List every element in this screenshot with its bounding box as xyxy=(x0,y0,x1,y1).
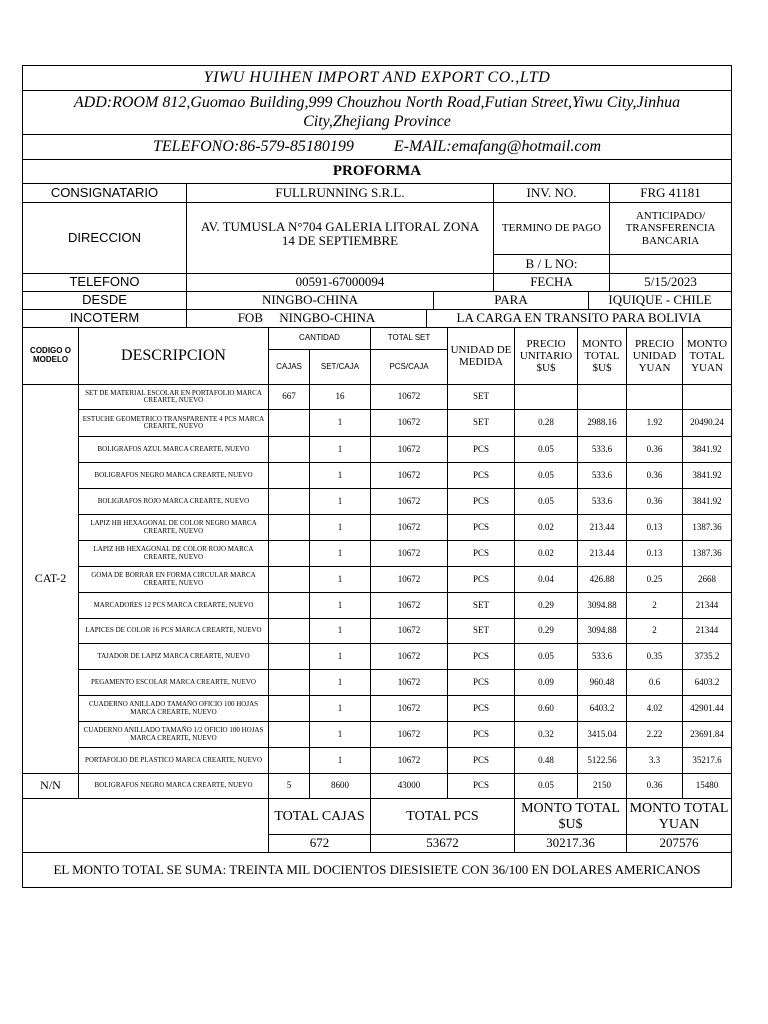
item-pcs-caja: 10672 xyxy=(370,409,447,436)
item-unidad: SET xyxy=(447,384,514,409)
item-unidad: PCS xyxy=(447,462,514,488)
item-unidad: PCS xyxy=(447,540,514,566)
table-row xyxy=(78,488,732,514)
total-pcs-label: TOTAL PCS xyxy=(370,798,514,834)
item-desc: PEGAMENTO ESCOLAR MARCA CREARTE, NUEVO xyxy=(78,669,268,695)
item-desc: BOLIGRAFOS ROJO MARCA CREARTE, NUEVO xyxy=(78,488,268,514)
item-pcs-caja: 10672 xyxy=(370,488,447,514)
item-precio-usd xyxy=(514,384,577,409)
item-monto-yuan: 15480 xyxy=(682,773,732,798)
item-pcs-caja: 10672 xyxy=(370,747,447,773)
item-pcs-caja: 10672 xyxy=(370,592,447,618)
item-precio-usd: 0.32 xyxy=(514,721,577,747)
consignatario-value: FULLRUNNING S.R.L. xyxy=(186,183,493,202)
item-monto-yuan: 21344 xyxy=(682,592,732,618)
doc-title: PROFORMA xyxy=(22,159,732,183)
incoterm-value: FOB NINGBO-CHINA xyxy=(186,309,426,327)
monto-usd-label: MONTO TOTAL $U$ xyxy=(514,798,626,834)
inv-label: INV. NO. xyxy=(493,183,609,202)
item-monto-usd: 533.6 xyxy=(577,436,626,462)
item-precio-yuan: 0.36 xyxy=(626,773,682,798)
item-unidad: SET xyxy=(447,618,514,643)
table-row xyxy=(78,669,732,695)
total-cajas-label: TOTAL CAJAS xyxy=(268,798,370,834)
item-set-caja: 1 xyxy=(309,436,370,462)
item-desc: LAPIZ HB HEXAGONAL DE COLOR ROJO MARCA CREARTE, NUEVO xyxy=(78,540,268,566)
item-unidad: PCS xyxy=(447,747,514,773)
table-header xyxy=(22,327,732,384)
item-pcs-caja: 10672 xyxy=(370,384,447,409)
fecha-label: FECHA xyxy=(493,273,609,291)
item-precio-usd: 0.29 xyxy=(514,618,577,643)
fecha-value: 5/15/2023 xyxy=(609,273,732,291)
item-precio-yuan xyxy=(626,384,682,409)
item-precio-usd: 0.05 xyxy=(514,436,577,462)
th-codigo: CODIGO O MODELO xyxy=(22,327,78,384)
item-desc: BOLIGRAFOS AZUL MARCA CREARTE, NUEVO xyxy=(78,436,268,462)
item-set-caja: 1 xyxy=(309,618,370,643)
item-precio-yuan: 0.35 xyxy=(626,643,682,669)
item-desc: CUADERNO ANILLADO TAMAÑO 1/2 OFICIO 100 HOJAS MARCA CREARTE, NUEVO xyxy=(78,721,268,747)
table-row xyxy=(78,540,732,566)
item-precio-usd: 0.05 xyxy=(514,643,577,669)
item-pcs-caja: 10672 xyxy=(370,618,447,643)
item-precio-yuan: 0.13 xyxy=(626,514,682,540)
th-cajas: CAJAS xyxy=(268,349,309,384)
item-monto-usd: 213.44 xyxy=(577,514,626,540)
item-pcs-caja: 10672 xyxy=(370,695,447,721)
company-email: E-MAIL:emafang@hotmail.com xyxy=(393,138,601,156)
th-pcs-caja: PCS/CAJA xyxy=(370,349,447,384)
th-precio-usd: PRECIO UNITARIO $U$ xyxy=(514,327,577,384)
item-set-caja: 1 xyxy=(309,566,370,592)
item-set-caja: 1 xyxy=(309,643,370,669)
table-row xyxy=(78,592,732,618)
item-pcs-caja: 10672 xyxy=(370,566,447,592)
item-set-caja: 1 xyxy=(309,592,370,618)
item-monto-usd: 533.6 xyxy=(577,488,626,514)
item-set-caja: 1 xyxy=(309,409,370,436)
item-pcs-caja: 10672 xyxy=(370,721,447,747)
th-total-set: TOTAL SET xyxy=(370,327,447,349)
item-desc: ESTUCHE GEOMETRICO TRANSPARENTE 4 PCS MARCA CREARTE, NUEVO xyxy=(78,409,268,436)
item-unidad: PCS xyxy=(447,488,514,514)
item-cajas xyxy=(268,669,309,695)
termino-label: TERMINO DE PAGO xyxy=(493,202,609,254)
item-cajas xyxy=(268,540,309,566)
item-cajas: 667 xyxy=(268,384,309,409)
item-precio-yuan: 0.36 xyxy=(626,462,682,488)
item-monto-usd: 426.88 xyxy=(577,566,626,592)
item-monto-yuan: 20490.24 xyxy=(682,409,732,436)
th-monto-usd: MONTO TOTAL $U$ xyxy=(577,327,626,384)
consignatario-label: CONSIGNATARIO xyxy=(22,183,186,202)
bl-value xyxy=(609,254,732,273)
item-monto-usd: 3415.04 xyxy=(577,721,626,747)
company-name: YIWU HUIHEN IMPORT AND EXPORT CO.,LTD xyxy=(22,65,732,90)
group-cat2 xyxy=(22,384,732,773)
item-cajas xyxy=(268,721,309,747)
monto-yuan-label: MONTO TOTAL YUAN xyxy=(626,798,732,834)
item-pcs-caja: 43000 xyxy=(370,773,447,798)
table-row xyxy=(78,409,732,436)
item-precio-yuan: 2.22 xyxy=(626,721,682,747)
item-monto-usd: 533.6 xyxy=(577,462,626,488)
item-cajas xyxy=(268,566,309,592)
company-telefono: TELEFONO:86-579-85180199 xyxy=(152,138,354,156)
item-precio-yuan: 0.13 xyxy=(626,540,682,566)
item-monto-yuan: 2668 xyxy=(682,566,732,592)
item-desc: LAPIZ HB HEXAGONAL DE COLOR NEGRO MARCA CREARTE, NUEVO xyxy=(78,514,268,540)
table-row xyxy=(78,721,732,747)
item-cajas xyxy=(268,618,309,643)
item-monto-yuan: 35217.6 xyxy=(682,747,732,773)
item-cajas xyxy=(268,436,309,462)
item-unidad: PCS xyxy=(447,669,514,695)
item-set-caja: 1 xyxy=(309,721,370,747)
item-precio-usd: 0.05 xyxy=(514,773,577,798)
item-precio-usd: 0.29 xyxy=(514,592,577,618)
item-precio-usd: 0.60 xyxy=(514,695,577,721)
total-pcs-value: 53672 xyxy=(370,834,514,852)
item-precio-usd: 0.09 xyxy=(514,669,577,695)
item-unidad: PCS xyxy=(447,436,514,462)
company-contact xyxy=(22,134,732,159)
th-monto-yuan: MONTO TOTAL YUAN xyxy=(682,327,732,384)
item-desc: TAJADOR DE LAPIZ MARCA CREARTE, NUEVO xyxy=(78,643,268,669)
item-cajas xyxy=(268,695,309,721)
item-desc: PORTAFOLIO DE PLASTICO MARCA CREARTE, NUEVO xyxy=(78,747,268,773)
item-unidad: PCS xyxy=(447,643,514,669)
item-monto-yuan: 23691.84 xyxy=(682,721,732,747)
item-cajas xyxy=(268,592,309,618)
item-cajas: 5 xyxy=(268,773,309,798)
item-precio-usd: 0.05 xyxy=(514,462,577,488)
item-monto-yuan: 1387.36 xyxy=(682,514,732,540)
item-set-caja: 1 xyxy=(309,540,370,566)
item-pcs-caja: 10672 xyxy=(370,514,447,540)
th-cantidad-group xyxy=(268,327,447,384)
table-row xyxy=(78,462,732,488)
item-precio-yuan: 0.6 xyxy=(626,669,682,695)
item-monto-usd: 533.6 xyxy=(577,643,626,669)
item-monto-yuan: 21344 xyxy=(682,618,732,643)
direccion-label: DIRECCION xyxy=(22,202,186,273)
item-set-caja: 16 xyxy=(309,384,370,409)
item-set-caja: 1 xyxy=(309,695,370,721)
company-address: ADD:ROOM 812,Guomao Building,999 Chouzhou North Road,Futian Street,Yiwu City,Jinhua City,Zhejiang Province xyxy=(22,90,732,134)
item-monto-yuan: 3841.92 xyxy=(682,436,732,462)
totals-spacer xyxy=(22,798,268,852)
item-monto-yuan: 3841.92 xyxy=(682,462,732,488)
table-row xyxy=(78,618,732,643)
item-pcs-caja: 10672 xyxy=(370,643,447,669)
item-set-caja: 1 xyxy=(309,462,370,488)
item-set-caja: 1 xyxy=(309,514,370,540)
item-unidad: SET xyxy=(447,592,514,618)
totals xyxy=(22,798,732,852)
bl-label: B / L NO: xyxy=(493,254,609,273)
item-precio-yuan: 0.36 xyxy=(626,488,682,514)
item-unidad: PCS xyxy=(447,721,514,747)
item-unidad: SET xyxy=(447,409,514,436)
item-pcs-caja: 10672 xyxy=(370,669,447,695)
th-cantidad: CANTIDAD xyxy=(268,327,370,349)
carga-value: LA CARGA EN TRANSITO PARA BOLIVIA xyxy=(426,309,732,327)
item-precio-yuan: 0.36 xyxy=(626,436,682,462)
item-precio-usd: 0.02 xyxy=(514,514,577,540)
desde-label: DESDE xyxy=(22,291,186,309)
item-desc: BOLIGRAFOS NEGRO MARCA CREARTE, NUEVO xyxy=(78,462,268,488)
item-monto-yuan: 3735.2 xyxy=(682,643,732,669)
incoterm-label: INCOTERM xyxy=(22,309,186,327)
table-row xyxy=(78,695,732,721)
item-desc: CUADERNO ANILLADO TAMAÑO OFICIO 100 HOJAS MARCA CREARTE, NUEVO xyxy=(78,695,268,721)
item-desc: MARCADORES 12 PCS MARCA CREARTE, NUEVO xyxy=(78,592,268,618)
item-unidad: PCS xyxy=(447,773,514,798)
item-pcs-caja: 10672 xyxy=(370,436,447,462)
table-row xyxy=(78,384,732,409)
item-precio-yuan: 1.92 xyxy=(626,409,682,436)
amount-in-words: EL MONTO TOTAL SE SUMA: TREINTA MIL DOCIENTOS DIESISIETE CON 36/100 EN DOLARES AMERICANOS xyxy=(22,852,732,888)
proforma-invoice xyxy=(22,65,732,888)
desde-value: NINGBO-CHINA xyxy=(186,291,433,309)
table-row xyxy=(78,747,732,773)
termino-block xyxy=(493,202,732,273)
item-precio-usd: 0.02 xyxy=(514,540,577,566)
telefono-label: TELEFONO xyxy=(22,273,186,291)
table-row xyxy=(78,643,732,669)
item-monto-yuan: 42901.44 xyxy=(682,695,732,721)
item-precio-yuan: 0.25 xyxy=(626,566,682,592)
th-precio-yuan: PRECIO UNIDAD YUAN xyxy=(626,327,682,384)
item-precio-yuan: 2 xyxy=(626,618,682,643)
item-precio-yuan: 2 xyxy=(626,592,682,618)
table-row xyxy=(78,566,732,592)
total-cajas-value: 672 xyxy=(268,834,370,852)
telefono-value: 00591-67000094 xyxy=(186,273,493,291)
item-unidad: PCS xyxy=(447,566,514,592)
item-monto-yuan: 3841.92 xyxy=(682,488,732,514)
item-precio-usd: 0.04 xyxy=(514,566,577,592)
inv-value: FRG 41181 xyxy=(609,183,732,202)
item-monto-usd: 6403.2 xyxy=(577,695,626,721)
item-cajas xyxy=(268,462,309,488)
monto-yuan-value: 207576 xyxy=(626,834,732,852)
item-desc: SET DE MATERIAL ESCOLAR EN PORTAFOLIO MARCA CREARTE, NUEVO xyxy=(78,384,268,409)
item-monto-usd: 3094.88 xyxy=(577,618,626,643)
item-cajas xyxy=(268,747,309,773)
item-precio-usd: 0.48 xyxy=(514,747,577,773)
item-cajas xyxy=(268,488,309,514)
item-desc: GOMA DE BORRAR EN FORMA CIRCULAR MARCA CREARTE, NUEVO xyxy=(78,566,268,592)
group-code-cat2: CAT-2 xyxy=(22,384,78,773)
item-set-caja: 1 xyxy=(309,747,370,773)
item-precio-usd: 0.05 xyxy=(514,488,577,514)
item-unidad: PCS xyxy=(447,695,514,721)
item-set-caja: 8600 xyxy=(309,773,370,798)
para-value: IQUIQUE - CHILE xyxy=(588,291,732,309)
th-set-caja: SET/CAJA xyxy=(309,349,370,384)
item-set-caja: 1 xyxy=(309,488,370,514)
item-pcs-caja: 10672 xyxy=(370,462,447,488)
item-monto-yuan: 1387.36 xyxy=(682,540,732,566)
item-cajas xyxy=(268,409,309,436)
item-cajas xyxy=(268,514,309,540)
item-monto-usd: 2988.16 xyxy=(577,409,626,436)
termino-value: ANTICIPADO/ TRANSFERENCIA BANCARIA xyxy=(609,202,732,254)
item-monto-yuan xyxy=(682,384,732,409)
item-monto-usd: 2150 xyxy=(577,773,626,798)
item-precio-usd: 0.28 xyxy=(514,409,577,436)
item-monto-usd: 213.44 xyxy=(577,540,626,566)
group-code-nn: N/N xyxy=(22,773,78,798)
item-precio-yuan: 4.02 xyxy=(626,695,682,721)
th-descripcion: DESCRIPCION xyxy=(78,327,268,384)
table-row xyxy=(78,436,732,462)
item-monto-yuan: 6403.2 xyxy=(682,669,732,695)
group-nn xyxy=(22,773,732,798)
item-cajas xyxy=(268,643,309,669)
item-monto-usd: 960.48 xyxy=(577,669,626,695)
table-row xyxy=(78,514,732,540)
item-precio-yuan: 3.3 xyxy=(626,747,682,773)
direccion-value-cell xyxy=(186,202,493,273)
direccion-value: AV. TUMUSLA N°704 GALERIA LITORAL ZONA 14 DE SEPTIEMBRE xyxy=(200,218,480,248)
item-monto-usd: 5122.56 xyxy=(577,747,626,773)
item-pcs-caja: 10672 xyxy=(370,540,447,566)
item-unidad: PCS xyxy=(447,514,514,540)
item-desc: LAPICES DE COLOR 16 PCS MARCA CREARTE, NUEVO xyxy=(78,618,268,643)
item-monto-usd xyxy=(577,384,626,409)
item-monto-usd: 3094.88 xyxy=(577,592,626,618)
monto-usd-value: 30217.36 xyxy=(514,834,626,852)
item-desc: BOLIGRAFOS NEGRO MARCA CREARTE, NUEVO xyxy=(78,773,268,798)
item-set-caja: 1 xyxy=(309,669,370,695)
th-unidad: UNIDAD DE MEDIDA xyxy=(447,327,514,384)
para-label: PARA xyxy=(433,291,588,309)
